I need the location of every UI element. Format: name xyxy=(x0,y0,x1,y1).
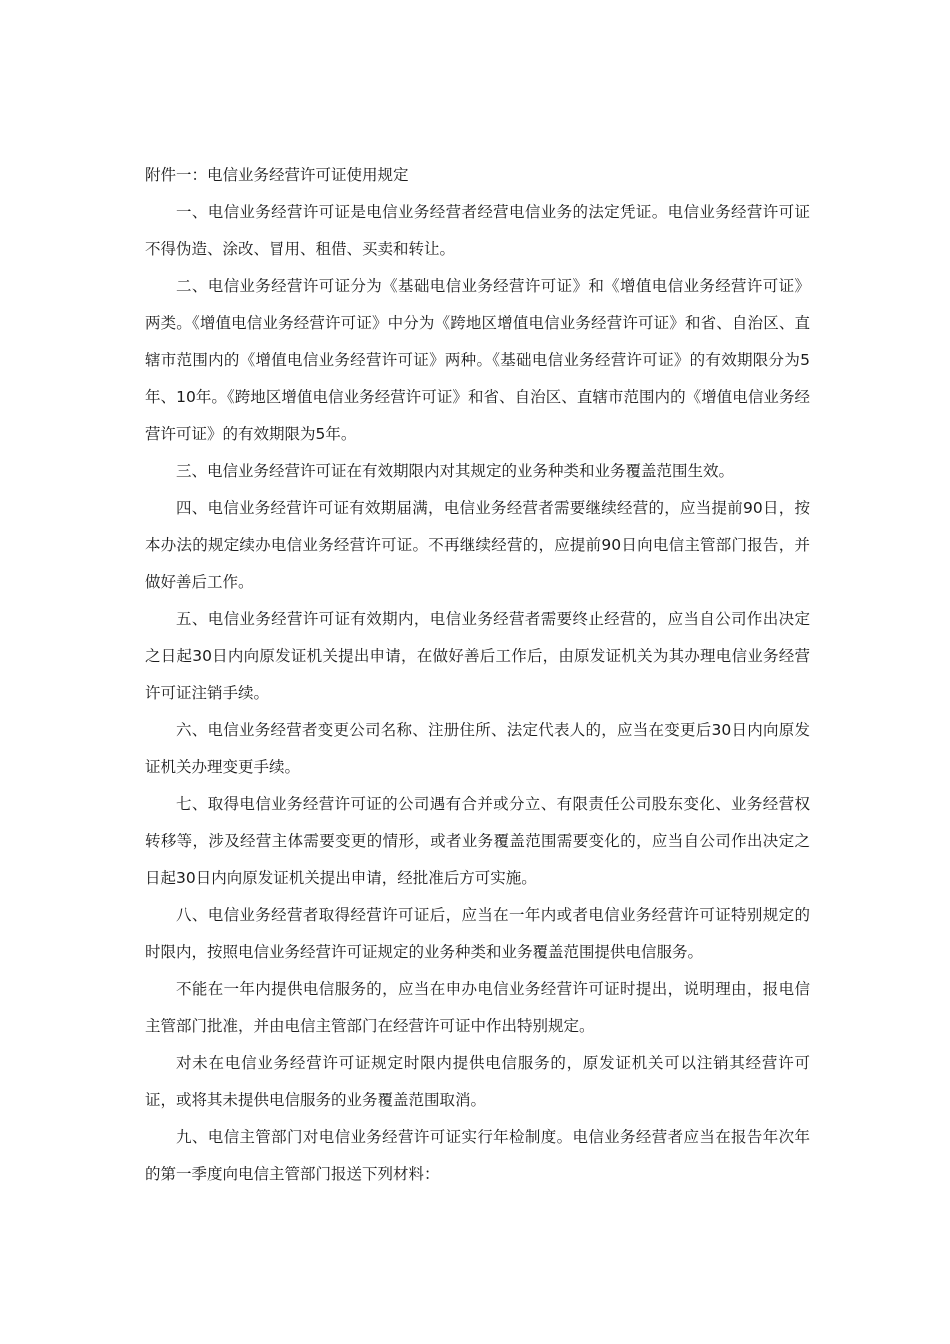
document-heading: 附件一：电信业务经营许可证使用规定 xyxy=(145,166,409,184)
paragraph-8-cancellation: 对未在电信业务经营许可证规定时限内提供电信服务的，原发证机关可以注销其经营许可证，或将其未提供电信服务的业务覆盖范围取消。 xyxy=(145,1054,810,1109)
paragraph-3: 三、电信业务经营许可证在有效期限内对其规定的业务种类和业务覆盖范围生效。 xyxy=(176,462,735,480)
paragraph-2: 二、电信业务经营许可证分为《基础电信业务经营许可证》和《增值电信业务经营许可证》两类。《增值电信业务经营许可证》中分为《跨地区增值电信业务经营许可证》和省、自治区、直辖市范围内的《增值电信业务经营许可证》两种。《基础电信业务经营许可证》的有效期限分为5年、10年。《跨地区增值电信业务经营许可证》和省、自治区、直辖市范围内的《增值电信业务经营许可证》的有效期限为5年。 xyxy=(145,277,810,443)
paragraph-5: 五、电信业务经营许可证有效期内，电信业务经营者需要终止经营的，应当自公司作出决定之日起30日内向原发证机关提出申请，在做好善后工作后，由原发证机关为其办理电信业务经营许可证注销手续。 xyxy=(145,610,810,702)
paragraph-6: 六、电信业务经营者变更公司名称、注册住所、法定代表人的，应当在变更后30日内向原发证机关办理变更手续。 xyxy=(145,721,810,776)
paragraph-8: 八、电信业务经营者取得经营许可证后，应当在一年内或者电信业务经营许可证特别规定的时限内，按照电信业务经营许可证规定的业务种类和业务覆盖范围提供电信服务。 xyxy=(145,906,810,961)
paragraph-4: 四、电信业务经营许可证有效期届满，电信业务经营者需要继续经营的，应当提前90日，按本办法的规定续办电信业务经营许可证。不再继续经营的，应提前90日向电信主管部门报告，并做好善后工作。 xyxy=(145,499,810,591)
paragraph-9: 九、电信主管部门对电信业务经营许可证实行年检制度。电信业务经营者应当在报告年次年的第一季度向电信主管部门报送下列材料： xyxy=(145,1128,810,1183)
paragraph-8-continued: 不能在一年内提供电信服务的，应当在申办电信业务经营许可证时提出，说明理由，报电信主管部门批准，并由电信主管部门在经营许可证中作出特别规定。 xyxy=(145,980,810,1035)
paragraph-7: 七、取得电信业务经营许可证的公司遇有合并或分立、有限责任公司股东变化、业务经营权转移等，涉及经营主体需要变更的情形，或者业务覆盖范围需要变化的，应当自公司作出决定之日起30日内向原发证机关提出申请，经批准后方可实施。 xyxy=(145,795,810,887)
paragraph-1: 一、电信业务经营许可证是电信业务经营者经营电信业务的法定凭证。电信业务经营许可证不得伪造、涂改、冒用、租借、买卖和转让。 xyxy=(145,203,810,258)
document-body xyxy=(145,157,810,1193)
